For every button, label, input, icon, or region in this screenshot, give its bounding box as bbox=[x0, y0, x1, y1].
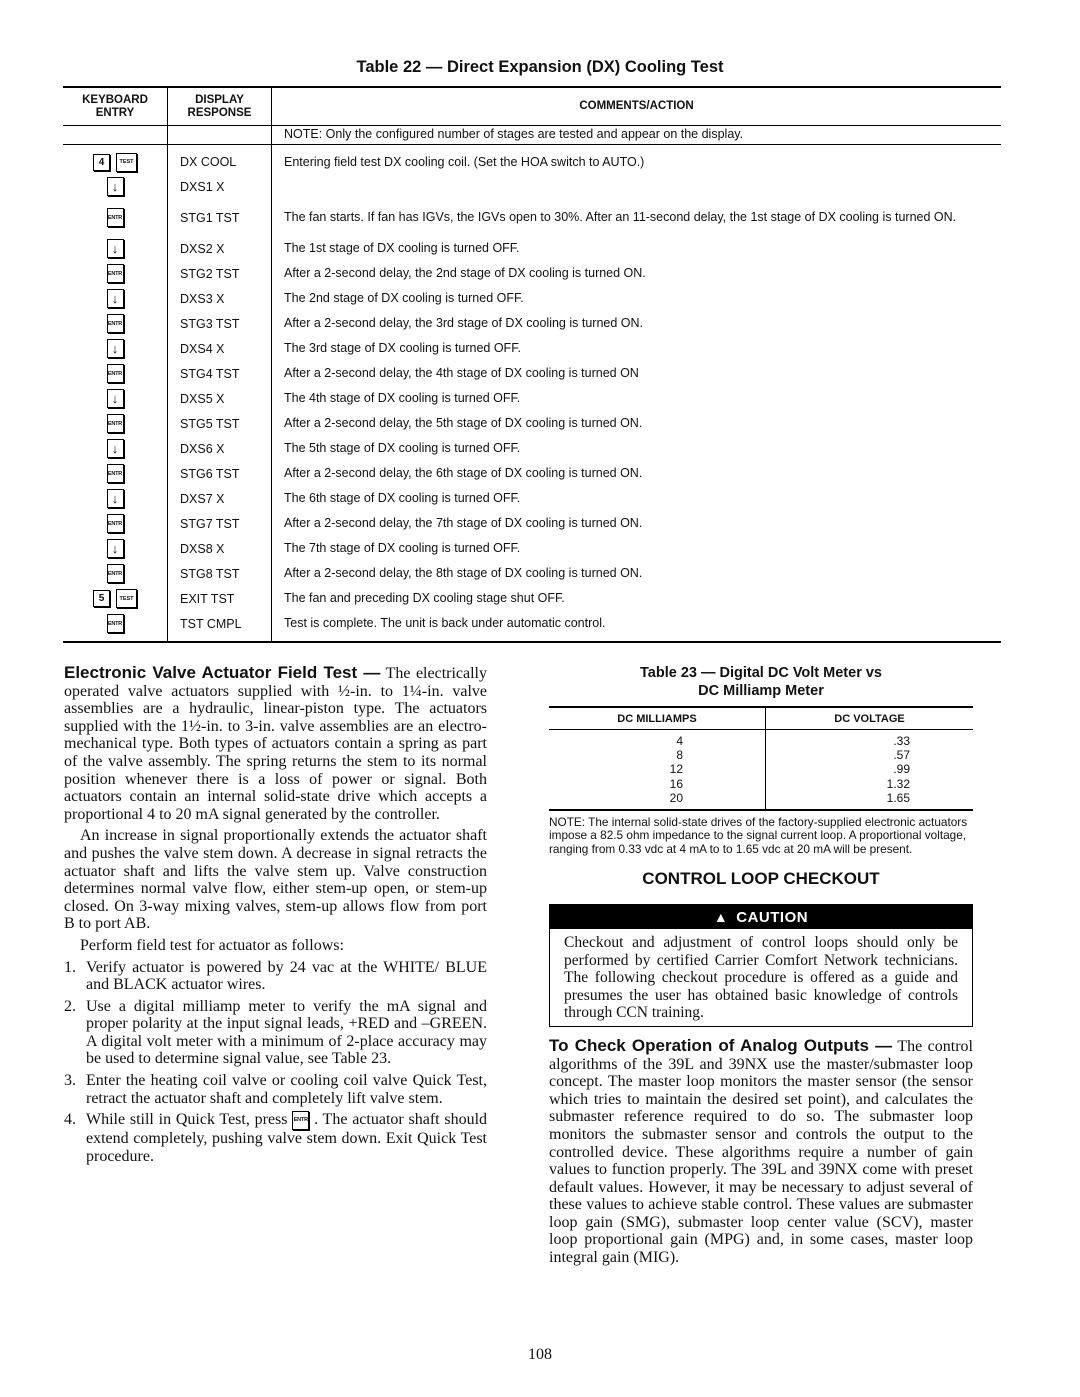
table-23-header bbox=[549, 708, 973, 730]
table-22-header bbox=[63, 88, 1001, 126]
comment-cell: The fan starts. If fan has IGVs, the IGVs open to 30%. After an 11-second delay, the 1st stage of DX cooling is turned ON. bbox=[284, 210, 957, 224]
table-row bbox=[63, 536, 1001, 561]
header-comments-action: COMMENTS/ACTION bbox=[579, 100, 694, 112]
entr-key-icon: ENTR bbox=[107, 464, 124, 483]
comment-cell bbox=[272, 174, 1001, 199]
warning-icon: ▲ bbox=[713, 909, 729, 926]
display-response-cell: DX COOL bbox=[168, 150, 272, 174]
down-arrow-key-icon: ↓ bbox=[107, 177, 124, 196]
comment-cell: The 2nd stage of DX cooling is turned OFF. bbox=[284, 291, 524, 305]
caution-box bbox=[549, 904, 973, 1027]
page-number: 108 bbox=[528, 1346, 552, 1363]
number-key-icon: 5 bbox=[93, 590, 110, 607]
milliamps-cell: 12 bbox=[549, 762, 766, 776]
keyboard-entry-cell bbox=[63, 174, 168, 199]
display-response-cell: DXS1 X bbox=[168, 174, 272, 199]
table-row bbox=[63, 436, 1001, 461]
analog-outputs-heading: To Check Operation of Analog Outputs — bbox=[549, 1035, 893, 1055]
keyboard-entry-cell bbox=[63, 461, 168, 486]
table-row bbox=[63, 511, 1001, 536]
table-23 bbox=[549, 706, 973, 811]
analog-outputs-paragraph: To Check Operation of Analog Outputs — The control algorithms of the 39L and 39NX use the master/submaster loop concept. The master loop monitors the master sensor (the sensor which tries to maintain the desired set point), and calculates the submaster reference required to do so. The submaster loop monitors the submaster sensor and controls the output to the controlled device. These algorithms require a number of gain values to function properly. The 39L and 39NX come with preset default values. However, it may be necessary to adjust several of these values to achieve stable control. These values are submaster loop gain (SMG), submaster loop center value (SCV), master loop proportional gain (MPG) and, in some cases, master loop integral gain (MIG). bbox=[549, 1035, 973, 1267]
keyboard-entry-cell bbox=[63, 311, 168, 336]
voltage-cell: .99 bbox=[893, 762, 910, 777]
test-key-icon: TEST bbox=[116, 153, 137, 172]
keyboard-entry-cell bbox=[63, 511, 168, 536]
display-response-cell: DXS4 X bbox=[168, 336, 272, 361]
evaf-paragraph-3: Perform field test for actuator as follows: bbox=[80, 936, 344, 954]
header-keyboard-entry: KEYBOARD ENTRY bbox=[63, 88, 168, 125]
evaf-paragraph-2: An increase in signal proportionally extends the actuator shaft and pushes the valve stem down. A decrease in signal retracts the actuator shaft and lifts the valve stem up. Valve construction determines normal valve flow, either stem-up open, or stem-up closed. On 3-way mixing valves, stem-up allows flow from port B to port AB. bbox=[64, 827, 487, 933]
down-arrow-key-icon: ↓ bbox=[107, 289, 124, 308]
keyboard-entry-cell bbox=[63, 411, 168, 436]
voltage-cell: 1.32 bbox=[886, 776, 910, 791]
milliamps-cell: 20 bbox=[549, 791, 766, 805]
display-response-cell: DXS2 X bbox=[168, 236, 272, 261]
display-response-cell: STG6 TST bbox=[168, 461, 272, 486]
table-row bbox=[63, 199, 1001, 236]
table-row bbox=[63, 386, 1001, 411]
entr-key-icon: ENTR bbox=[107, 264, 124, 283]
evaf-paragraph-1 bbox=[64, 664, 487, 823]
entr-key-icon: ENTR bbox=[107, 414, 124, 433]
down-arrow-key-icon: ↓ bbox=[107, 489, 124, 508]
comment-cell: The 7th stage of DX cooling is turned OFF. bbox=[284, 541, 521, 555]
comment-cell: After a 2-second delay, the 6th stage of DX cooling is turned ON. bbox=[284, 466, 643, 480]
table-row bbox=[63, 261, 1001, 286]
down-arrow-key-icon: ↓ bbox=[107, 439, 124, 458]
down-arrow-key-icon: ↓ bbox=[107, 539, 124, 558]
voltage-cell: 1.65 bbox=[886, 790, 910, 805]
entr-key-icon: ENTR bbox=[107, 564, 124, 583]
table-row bbox=[63, 150, 1001, 174]
table-row bbox=[63, 361, 1001, 386]
table-row bbox=[63, 461, 1001, 486]
down-arrow-key-icon: ↓ bbox=[107, 239, 124, 258]
comment-cell: After a 2-second delay, the 3rd stage of DX cooling is turned ON. bbox=[284, 316, 643, 330]
table-row bbox=[63, 561, 1001, 586]
comment-cell: Entering field test DX cooling coil. (Set the HOA switch to AUTO.) bbox=[284, 154, 645, 169]
control-loop-heading: CONTROL LOOP CHECKOUT bbox=[642, 869, 880, 889]
keyboard-entry-cell bbox=[63, 150, 168, 174]
table-23-note: NOTE: The internal solid-state drives of the factory-supplied electronic actuators impose a 82.5 ohm impedance to the signal current loop. A proportional voltage, ranging from 0.33 vdc at 4 mA to to 1.65 vdc at 20 mA will be present. bbox=[549, 814, 968, 856]
display-response-cell: STG1 TST bbox=[168, 199, 272, 236]
right-column bbox=[549, 664, 973, 1267]
table-23-title: Table 23 — Digital DC Volt Meter vs DC Milliamp Meter bbox=[640, 665, 882, 699]
evaf-p1-text: The electrically operated valve actuators supplied with ½-in. to 1¼-in. valve assemblies are a hydraulic, linear-piston type. The actuators supplied with the 1½-in. to 3-in. valve assemblies are an electro-mechanical type. Both types of actuators contain a spring as part of the valve assembly. The spring returns the stem to its normal position whenever there is a loss of power or signal. Both actuators contain an internal solid-state drive which accepts a proportional 4 to 20 mA signal generated by the controller. bbox=[64, 665, 488, 823]
milliamps-cell: 4 bbox=[549, 734, 766, 748]
display-response-cell: TST CMPL bbox=[168, 611, 272, 636]
display-response-cell: DXS5 X bbox=[168, 386, 272, 411]
table-row bbox=[63, 486, 1001, 511]
keyboard-entry-cell bbox=[63, 361, 168, 386]
keyboard-entry-cell bbox=[63, 561, 168, 586]
table-row bbox=[63, 336, 1001, 361]
keyboard-entry-cell bbox=[63, 386, 168, 411]
caution-text: Checkout and adjustment of control loops should only be performed by certified Carrier Comfort Network technicians. The following checkout procedure is offered as a guide and presumes the user has obtained basic knowledge of controls through CCN training. bbox=[564, 934, 958, 1022]
display-response-cell: DXS6 X bbox=[168, 436, 272, 461]
table-row bbox=[63, 586, 1001, 611]
entr-key-icon: ENTR bbox=[107, 614, 124, 633]
comment-cell: The 3rd stage of DX cooling is turned OFF. bbox=[284, 341, 521, 355]
down-arrow-key-icon: ↓ bbox=[107, 389, 124, 408]
table-row bbox=[549, 777, 973, 791]
evaf-steps bbox=[64, 959, 487, 1166]
comment-cell: Test is complete. The unit is back under automatic control. bbox=[284, 616, 606, 630]
keyboard-entry-cell bbox=[63, 436, 168, 461]
keyboard-entry-cell bbox=[63, 261, 168, 286]
evaf-heading: Electronic Valve Actuator Field Test — bbox=[64, 663, 381, 682]
milliamps-cell: 8 bbox=[549, 748, 766, 762]
comment-cell: After a 2-second delay, the 4th stage of DX cooling is turned ON bbox=[284, 366, 639, 380]
entr-key-icon: ENTR bbox=[292, 1111, 309, 1130]
keyboard-entry-cell bbox=[63, 336, 168, 361]
entr-key-icon: ENTR bbox=[107, 208, 124, 227]
keyboard-entry-cell bbox=[63, 286, 168, 311]
display-response-cell: DXS8 X bbox=[168, 536, 272, 561]
display-response-cell: DXS3 X bbox=[168, 286, 272, 311]
table-row bbox=[549, 748, 973, 762]
comment-cell: The 4th stage of DX cooling is turned OFF. bbox=[284, 391, 521, 405]
voltage-cell: .33 bbox=[893, 734, 910, 749]
table-22-note: NOTE: Only the configured number of stages are tested and appear on the display. bbox=[284, 127, 744, 141]
down-arrow-key-icon: ↓ bbox=[107, 339, 124, 358]
comment-cell: After a 2-second delay, the 7th stage of DX cooling is turned ON. bbox=[284, 516, 643, 530]
table-row bbox=[63, 611, 1001, 636]
evaf-step-3: 3. Enter the heating coil valve or cooling coil valve Quick Test, retract the actuator shaft and completely lift valve stem. bbox=[64, 1072, 487, 1107]
entr-key-icon: ENTR bbox=[107, 364, 124, 383]
table-row bbox=[63, 286, 1001, 311]
comment-cell: After a 2-second delay, the 5th stage of DX cooling is turned ON. bbox=[284, 416, 643, 430]
display-response-cell: STG7 TST bbox=[168, 511, 272, 536]
voltage-cell: .57 bbox=[893, 748, 910, 763]
evaf-step-4: 4. While still in Quick Test, press ENTR . The actuator shaft should extend completely, pushing valve stem down. Exit Quick Test procedure. bbox=[64, 1111, 488, 1165]
header-dc-milliamps: DC MILLIAMPS bbox=[549, 708, 766, 729]
table-22-title: Table 22 — Direct Expansion (DX) Cooling Test bbox=[356, 58, 724, 76]
table-row bbox=[63, 236, 1001, 261]
keyboard-entry-cell bbox=[63, 586, 168, 611]
keyboard-entry-cell bbox=[63, 199, 168, 236]
table-row bbox=[549, 734, 973, 748]
keyboard-entry-cell bbox=[63, 611, 168, 636]
comment-cell: After a 2-second delay, the 8th stage of DX cooling is turned ON. bbox=[284, 566, 643, 580]
table-22-note-row bbox=[63, 126, 1001, 145]
table-row bbox=[63, 411, 1001, 436]
table-row bbox=[549, 791, 973, 805]
keyboard-entry-cell bbox=[63, 236, 168, 261]
display-response-cell: DXS7 X bbox=[168, 486, 272, 511]
comment-cell: The 6th stage of DX cooling is turned OFF. bbox=[284, 491, 521, 505]
comment-cell: The 1st stage of DX cooling is turned OFF. bbox=[284, 241, 520, 255]
milliamps-cell: 16 bbox=[549, 777, 766, 791]
display-response-cell: STG3 TST bbox=[168, 311, 272, 336]
caution-label: CAUTION bbox=[736, 908, 809, 926]
number-key-icon: 4 bbox=[93, 154, 110, 171]
header-display-response: DISPLAY RESPONSE bbox=[168, 88, 272, 125]
header-dc-voltage: DC VOLTAGE bbox=[834, 712, 905, 725]
display-response-cell: STG5 TST bbox=[168, 411, 272, 436]
display-response-cell: STG8 TST bbox=[168, 561, 272, 586]
table-row bbox=[549, 762, 973, 776]
keyboard-entry-cell bbox=[63, 536, 168, 561]
entr-key-icon: ENTR bbox=[107, 314, 124, 333]
left-column bbox=[64, 664, 487, 1165]
keyboard-entry-cell bbox=[63, 486, 168, 511]
entr-key-icon: ENTR bbox=[107, 514, 124, 533]
evaf-step-2: 2. Use a digital milliamp meter to verify the mA signal and proper polarity at the input signal leads, +RED and –GREEN. A digital volt meter with a minimum of 2-place accuracy may be used to determine signal value, see Table 23. bbox=[64, 997, 487, 1068]
comment-cell: After a 2-second delay, the 2nd stage of DX cooling is turned ON. bbox=[284, 266, 646, 280]
table-22 bbox=[63, 86, 1001, 643]
table-22-body bbox=[63, 145, 1001, 641]
table-23-body bbox=[549, 734, 973, 805]
test-key-icon: TEST bbox=[116, 589, 137, 608]
comment-cell: The fan and preceding DX cooling stage shut OFF. bbox=[284, 591, 565, 605]
display-response-cell: EXIT TST bbox=[168, 586, 272, 611]
display-response-cell: STG2 TST bbox=[168, 261, 272, 286]
table-row bbox=[63, 311, 1001, 336]
evaf-step-1: 1. Verify actuator is powered by 24 vac at the WHITE/ BLUE and BLACK actuator wires. bbox=[64, 958, 487, 994]
display-response-cell: STG4 TST bbox=[168, 361, 272, 386]
table-row bbox=[63, 174, 1001, 199]
caution-bar bbox=[550, 905, 972, 929]
comment-cell: The 5th stage of DX cooling is turned OFF. bbox=[284, 441, 521, 455]
